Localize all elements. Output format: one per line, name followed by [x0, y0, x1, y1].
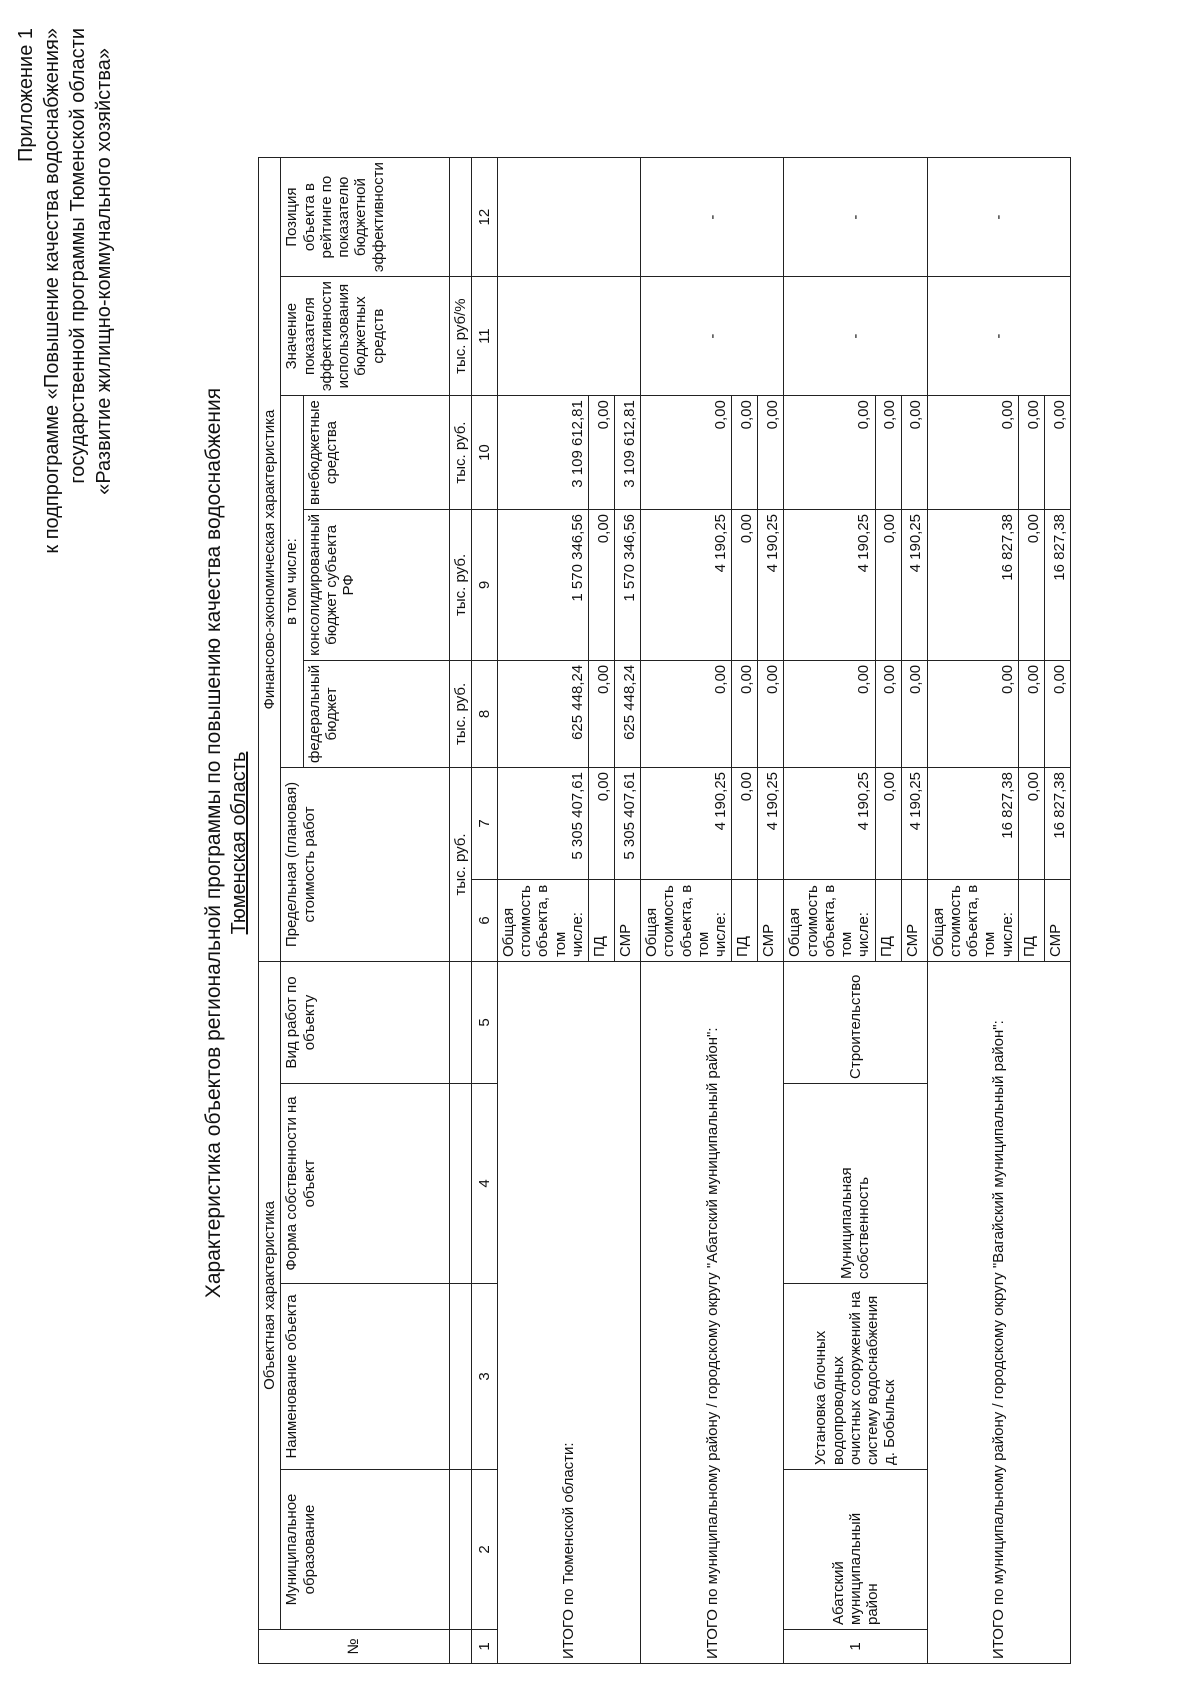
label-pd: ПД	[875, 880, 901, 962]
value-cell: 0,00	[758, 660, 784, 767]
label-pd: ПД	[1018, 880, 1044, 962]
value-cell: 0,00	[732, 396, 758, 510]
value-cell: 0,00	[1018, 396, 1044, 510]
total-abatsky-label: ИТОГО по муниципальному району / городскому округу "Абатский муниципальный район":	[641, 962, 784, 1664]
label-total-cost: Общая стоимость объекта, в том числе:	[927, 880, 1018, 962]
appendix-line-3: «Развитие жилищно-коммунального хозяйства»	[93, 48, 115, 495]
value-cell: 3 109 612,81	[497, 396, 588, 510]
header-extrabudget: внебюджетные средства	[303, 396, 449, 510]
value-cell: 16 827,38	[1044, 768, 1070, 880]
value-cell: 0,00	[784, 396, 875, 510]
header-rating: Позиция объекта в рейтинге по показателю бюджетной эффективности	[281, 158, 449, 277]
value-cell: 5 305 407,61	[497, 768, 588, 880]
label-pd: ПД	[732, 880, 758, 962]
total-vagaysky-label: ИТОГО по муниципальному району / городскому округу "Вагайский муниципальный район":	[927, 962, 1070, 1664]
value-cell: 0,00	[589, 396, 615, 510]
col-number: 11	[471, 277, 497, 396]
value-cell: 1 570 346,56	[497, 509, 588, 660]
unit-regional: тыс. руб.	[449, 509, 471, 660]
header-group-object: Объектная характеристика	[259, 962, 281, 1630]
header-including: в том числе:	[281, 396, 303, 768]
col-number: 9	[471, 509, 497, 660]
value-cell: 16 827,38	[927, 509, 1018, 660]
col-number: 3	[471, 1284, 497, 1470]
value-cell: 0,00	[1018, 768, 1044, 880]
header-regional: консолидированный бюджет субъекта РФ	[303, 509, 449, 660]
value-cell: 4 190,25	[784, 509, 875, 660]
col-number: 8	[471, 660, 497, 767]
value-cell: 0,00	[927, 396, 1018, 510]
object-name: Установка блочных водопроводных очистных сооружений на систему водоснабжения д. Бобыльск	[784, 1284, 927, 1470]
col-number: 2	[471, 1470, 497, 1630]
value-cell: 0,00	[732, 660, 758, 767]
value-cell: 0,00	[641, 660, 732, 767]
appendix-line-2: государственной программы Тюменской области	[67, 28, 89, 484]
value-cell: 0,00	[1044, 660, 1070, 767]
value-cell: 0,00	[589, 768, 615, 880]
value-cell: 4 190,25	[901, 768, 927, 880]
value-cell: 0,00	[901, 396, 927, 510]
value-cell: 0,00	[758, 396, 784, 510]
value-cell: 0,00	[641, 396, 732, 510]
col-number: 7	[471, 768, 497, 880]
value-cell: 0,00	[1018, 509, 1044, 660]
value-cell: 4 190,25	[641, 768, 732, 880]
header-no: №	[259, 1630, 450, 1664]
label-smr: СМР	[615, 880, 641, 962]
value-cell: 16 827,38	[927, 768, 1018, 880]
object-number: 1	[784, 1630, 927, 1664]
efficiency-value: -	[784, 277, 927, 396]
header-municipality: Муниципальное образование	[281, 1470, 449, 1630]
rating-value: -	[927, 158, 1070, 277]
value-cell: 0,00	[1044, 396, 1070, 510]
region-title: Тюменская область	[228, 751, 250, 935]
value-cell: 0,00	[589, 660, 615, 767]
rating-value: -	[641, 158, 784, 277]
label-smr: СМР	[758, 880, 784, 962]
value-cell: 0,00	[875, 396, 901, 510]
rating-value: -	[784, 158, 927, 277]
appendix-line-1: к подпрограмме «Повышение качества водоснабжения»	[41, 28, 63, 554]
value-cell: 16 827,38	[1044, 509, 1070, 660]
value-cell: 4 190,25	[641, 509, 732, 660]
col-number: 10	[471, 396, 497, 510]
value-cell: 4 190,25	[901, 509, 927, 660]
unit-federal: тыс. руб.	[449, 660, 471, 767]
object-municipality: Абатский муниципальный район	[784, 1470, 927, 1630]
efficiency-value: -	[927, 277, 1070, 396]
value-cell: 0,00	[875, 509, 901, 660]
col-number: 6	[471, 880, 497, 962]
value-cell: 0,00	[875, 768, 901, 880]
value-cell: 0,00	[784, 660, 875, 767]
value-cell: 0,00	[875, 660, 901, 767]
value-cell: 5 305 407,61	[615, 768, 641, 880]
col-number: 12	[471, 158, 497, 277]
label-total-cost: Общая стоимость объекта, в том числе:	[784, 880, 875, 962]
label-total-cost: Общая стоимость объекта, в том числе:	[641, 880, 732, 962]
header-ownership: Форма собственности на объект	[281, 1084, 449, 1284]
total-region-label: ИТОГО по Тюменской области:	[497, 962, 640, 1664]
unit-efficiency: тыс. руб/%	[449, 277, 471, 396]
object-ownership: Муниципальная собственность	[784, 1084, 927, 1284]
value-cell: 0,00	[927, 660, 1018, 767]
efficiency-value: -	[641, 277, 784, 396]
value-cell: 0,00	[732, 509, 758, 660]
value-cell: 4 190,25	[758, 768, 784, 880]
header-limit-cost: Предельная (плановая) стоимость работ	[281, 768, 449, 962]
document-title: Характеристика объектов региональной программы по повышению качества водоснабжения	[202, 387, 225, 1299]
value-cell: 0,00	[901, 660, 927, 767]
col-number: 4	[471, 1084, 497, 1284]
header-work-type: Вид работ по объекту	[281, 962, 449, 1084]
value-cell: 625 448,24	[615, 660, 641, 767]
value-cell: 0,00	[1018, 660, 1044, 767]
header-federal: федеральный бюджет	[303, 660, 449, 767]
label-smr: СМР	[901, 880, 927, 962]
value-cell: 0,00	[589, 509, 615, 660]
value-cell: 4 190,25	[784, 768, 875, 880]
header-object-name: Наименование объекта	[281, 1284, 449, 1470]
unit-extrabudget: тыс. руб.	[449, 396, 471, 510]
header-group-finance: Финансово-экономическая характеристика	[259, 158, 281, 962]
value-cell: 625 448,24	[497, 660, 588, 767]
object-work-type: Строительство	[784, 962, 927, 1084]
appendix-number: Приложение 1	[15, 28, 37, 162]
objects-table	[258, 157, 1071, 1664]
label-pd: ПД	[589, 880, 615, 962]
value-cell: 1 570 346,56	[615, 509, 641, 660]
col-number: 5	[471, 962, 497, 1084]
label-total-cost: Общая стоимость объекта, в том числе:	[497, 880, 588, 962]
value-cell: 4 190,25	[758, 509, 784, 660]
header-efficiency: Значение показателя эффективности использования бюджетных средств	[281, 277, 449, 396]
unit-cost: тыс. руб.	[449, 768, 471, 962]
col-number: 1	[471, 1630, 497, 1664]
value-cell: 0,00	[732, 768, 758, 880]
value-cell: 3 109 612,81	[615, 396, 641, 510]
label-smr: СМР	[1044, 880, 1070, 962]
